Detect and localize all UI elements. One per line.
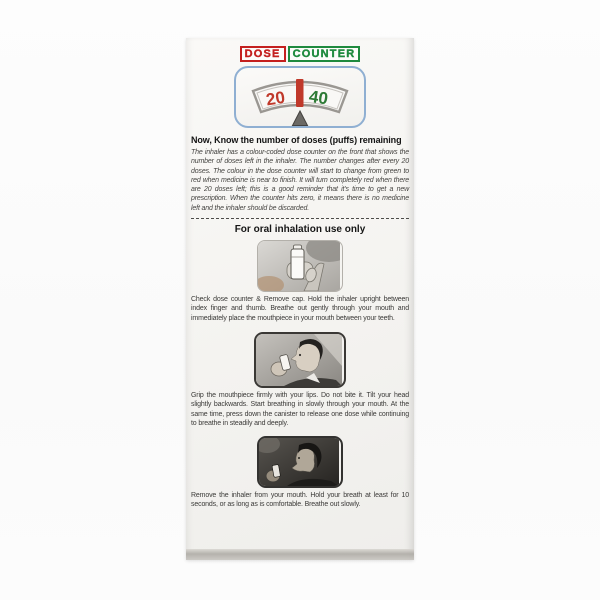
man-holding-breath-illustration [257,436,343,488]
man-inhaling-illustration [254,332,346,388]
dose-gauge [234,66,366,128]
package-panel [186,38,414,560]
step-1-text: Check dose counter & Remove cap. Hold the inhaler upright between index finger and thumb. Breathe out gently through your mouth and immediately place the mouthpiece in your mouth between your teeth. [191,296,409,322]
oral-inhalation-heading: For oral inhalation use only [234,224,366,236]
gauge-arrow-icon [293,111,308,126]
gauge-value-left: 20 [264,87,287,110]
dose-label: DOSE [240,46,286,62]
man-inhaling-drawing [256,334,342,386]
hand-inhaler-drawing [258,241,340,291]
gauge-value-right: 40 [307,86,330,109]
man-holding-breath-drawing [259,438,339,486]
step-2-text: Grip the mouthpiece firmly with your lips. Do not bite it. Tilt your head slightly backwards. Start breathing in slowly through your mouth. At the same time, press down the canister to release one dose while continuing to breathe in steadily and deeply. [191,391,409,427]
step-3-text: Remove the inhaler from your mouth. Hold your breath at least for 10 seconds, or as long as is comfortable. Breathe out slowly. [191,492,409,509]
doses-description: The inhaler has a colour-coded dose counter on the front that shows the number of doses left in the inhaler. The number changes after every 20 doses. The colour in the dose counter will start to change from green to red when medicine is near to finish. It will turn completely red when there are 20 doses left; this is a good reminder that it's time to get a new prescription. When the counter hits zero, it means there is no medicine left and the inhaler should be discarded. [191,149,409,212]
counter-label: COUNTER [288,46,361,62]
gauge-needle-bar [296,79,304,107]
hand-holding-inhaler-illustration [257,240,343,292]
dose-counter-title [191,44,409,62]
package-bottom-edge [186,549,414,560]
dose-gauge-graphic [236,68,364,126]
dashed-divider [191,218,409,219]
doses-heading: Now, Know the number of doses (puffs) remaining [191,135,402,145]
